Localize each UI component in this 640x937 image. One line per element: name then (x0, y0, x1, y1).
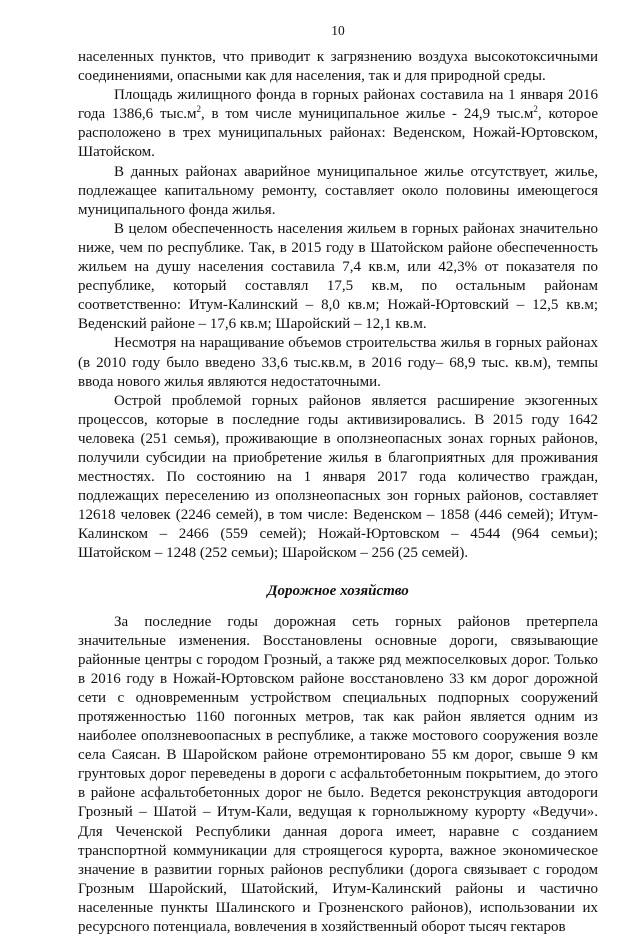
square-superscript-1: 2 (196, 104, 202, 115)
housing-area-text-2: , в том числе муниципальное жилье - 24,9 тыс.м (201, 106, 534, 123)
paragraph-landslide-resettlement: Острой проблемой горных районов является расширение экзогенных процессов, которые в последние годы активизировались. В 2015 году 1642 человека (251 семья), проживающие в оползнеопасных зонах горных районов, получили субсидии на приобретение жилья в благоприятных для проживания местностях. По состоянию на 1 января 2017 года количество граждан, подлежащих переселению из оползнеопасных зон горных районов, составляет 12618 человек (2246 семей), в том числе: Веденском – 1858 (446 семей); Итум-Калинском – 2466 (559 семей); Ножай-Юртовском – 4544 (964 семьи); Шатойском – 1248 (252 семьи); Шаройском – 256 (25 семей). (78, 392, 598, 562)
housing-area-text-3: , которое расположено в трех муниципальных районах: Веденском, Ножай-Юртовском, Шатойском. (78, 106, 598, 161)
section-heading-roads: Дорожное хозяйство (267, 582, 409, 599)
document-page (78, 22, 598, 937)
housing-area-text-1: Площадь жилищного фонда в горных районах составила на 1 января 2016 года 1386,6 тыс.м (78, 87, 598, 123)
page-number: 10 (331, 23, 345, 38)
paragraph-road-network: За последние годы дорожная сеть горных районов претерпела значительные изменения. Восстановлены основные дороги, связывающие районные центры с городом Грозный, а также ряд межпоселковых дорог. Только в 2016 году в Ножай-Юртовском районе восстановлено 33 км дорог дорожной сети с одновременным устройством специальных подпорных сооружений протяженностью 1160 погонных метров, так как район является одним из наиболее оползневоопасных в республике, а также мостового сооружения возле села Саясан. В Шаройском районе отремонтировано 55 км дорог, свыше 9 км грунтовых дорог переведены в дороги с асфальтобетонным покрытием, до этого в районе асфальтобетонных дорог не было. Ведется реконструкция автодороги Грозный – Шатой – Итум-Кали, ведущая к горнолыжному курорту «Ведучи». Для Чеченской Республики данная дорога имеет, наравне с созданием транспортной коммуникации для строящегося курорта, важное экономическое значение в развитии горных районов республики (дорога связывает с городом Грозным Шаройский, Шатойский, Итум-Калинский районы и частично населенные пункты Шалинского и Грозненского районов), использовании их ресурсного потенциала, вовлечения в хозяйственный оборот тысяч гектаров (78, 613, 598, 936)
paragraph-housing-provision: В целом обеспеченность населения жильем в горных районах значительно ниже, чем по республике. Так, в 2015 году в Шатойском районе обеспеченность жильем на душу населения составила 7,4 кв.м, или 42,3% от показателя по республике, который составлял 17,5 кв.м, по остальным районам соответственно: Итум-Калинский – 8,0 кв.м; Ножай-Юртовский – 12,5 кв.м; Веденский районе – 17,6 кв.м; Шаройский – 12,1 кв.м. (78, 220, 598, 333)
paragraph-emergency-housing: В данных районах аварийное муниципальное жилье отсутствует, жилье, подлежащее капитальному ремонту, составляет около половины имеющегося муниципального фонда жилья. (78, 163, 598, 218)
paragraph-housing-area (78, 86, 598, 162)
square-superscript-2: 2 (533, 104, 538, 115)
paragraph-air-pollution: населенных пунктов, что приводит к загрязнению воздуха высокотоксичными соединениями, опасными как для населения, так и для природной среды. (78, 49, 598, 85)
paragraph-housing-construction: Несмотря на наращивание объемов строительства жилья в горных районах (в 2010 году было введено 33,6 тыс.кв.м, в 2016 году– 68,9 тыс. кв.м), темпы ввода нового жилья являются недостаточными. (78, 335, 598, 390)
